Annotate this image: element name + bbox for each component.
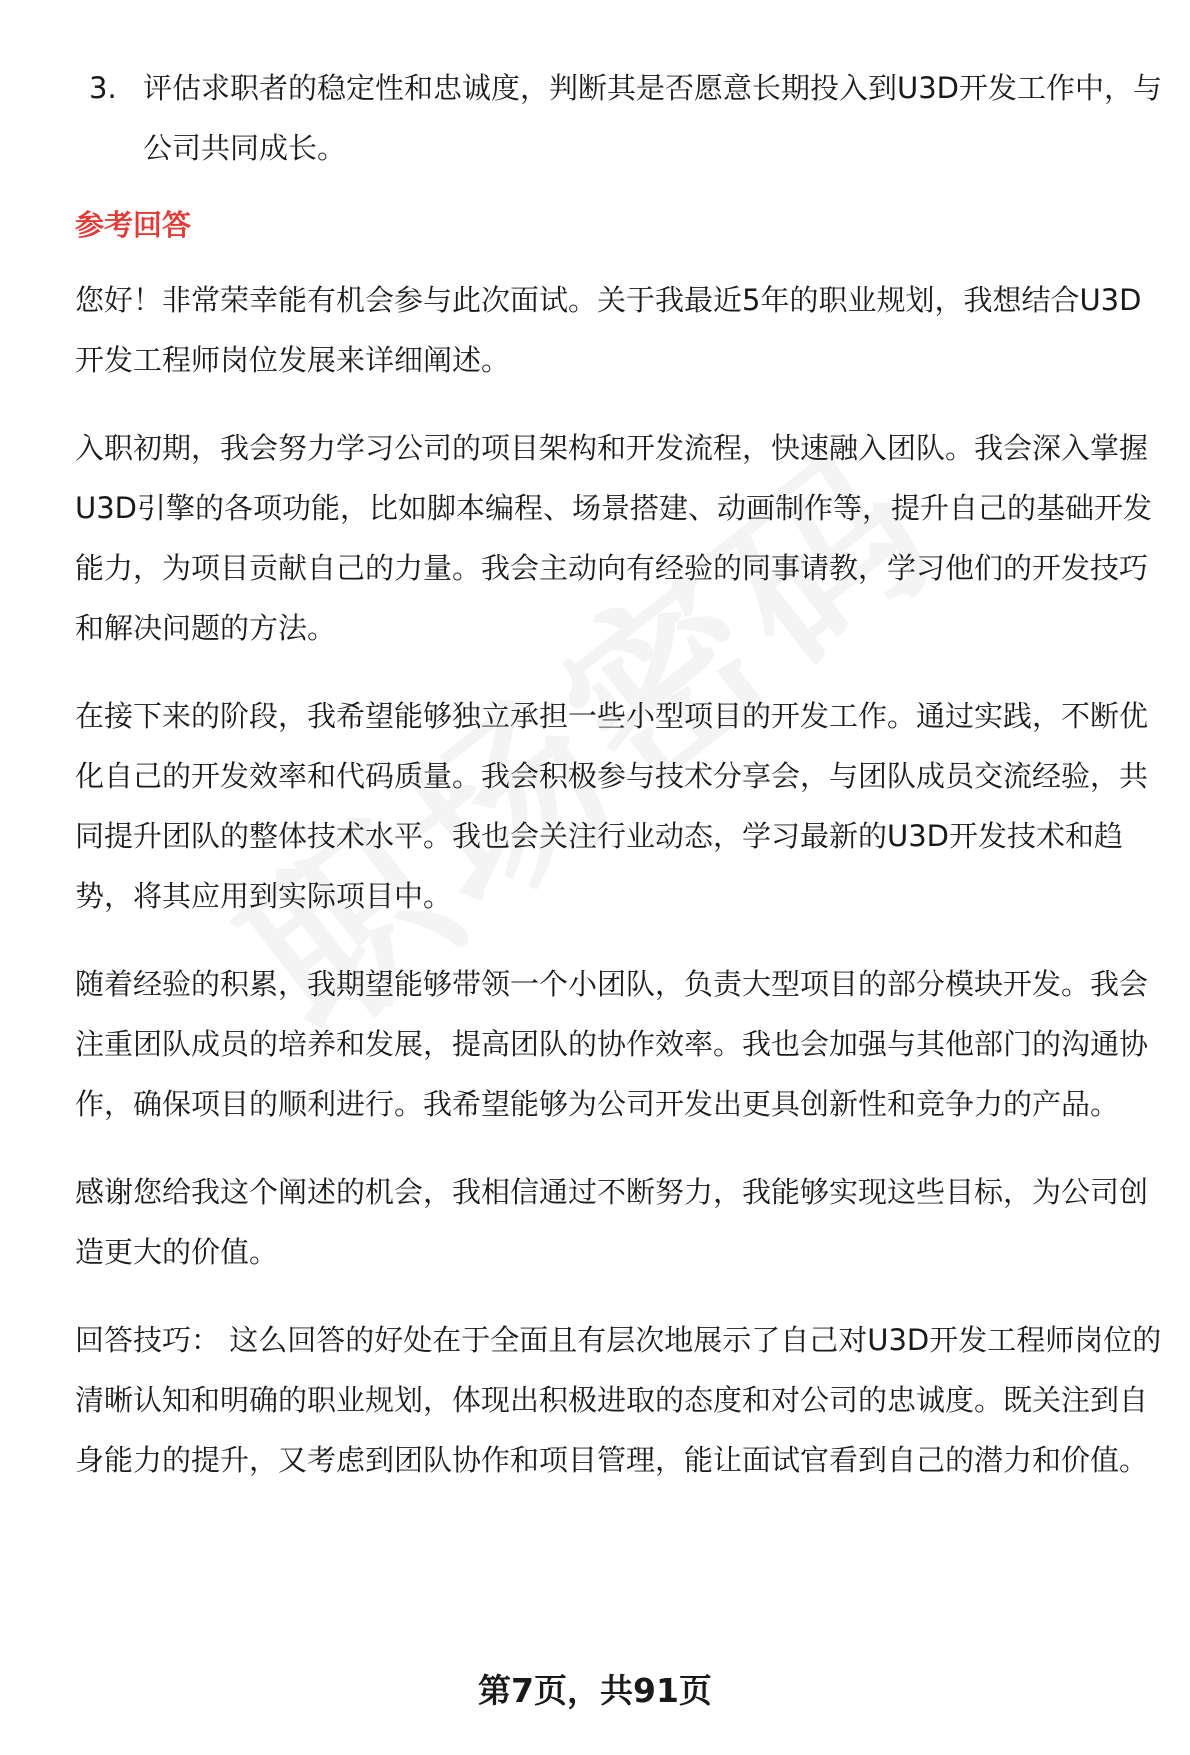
paragraph-team-lead: 随着经验的积累，我期望能够带领一个小团队，负责大型项目的部分模块开发。我会注重团队成员的培养和发展，提高团队的协作效率。我也会加强与其他部门的沟通协作，确保项目的顺利进行。我希望能够为公司开发出更具创新性和竞争力的产品。 [75, 967, 1149, 1121]
list-text: 评估求职者的稳定性和忠诚度，判断其是否愿意长期投入到U3D开发工作中，与公司共同成长。 [143, 71, 1163, 165]
section-label-reference-answer: 参考回答 [75, 208, 192, 242]
paragraph-thanks: 感谢您给我这个阐述的机会，我相信通过不断努力，我能够实现这些目标，为公司创造更大的价值。 [75, 1175, 1149, 1269]
list-item [75, 58, 1165, 178]
list-number: 3. [89, 71, 117, 105]
paragraph-intro: 您好！非常荣幸能有机会参与此次面试。关于我最近5年的职业规划，我想结合U3D开发工程师岗位发展来详细阐述。 [75, 283, 1142, 377]
paragraph-next-stage: 在接下来的阶段，我希望能够独立承担一些小型项目的开发工作。通过实践，不断优化自己的开发效率和代码质量。我会积极参与技术分享会，与团队成员交流经验，共同提升团队的整体技术水平。我也会关注行业动态，学习最新的U3D开发技术和趋势，将其应用到实际项目中。 [75, 699, 1149, 913]
paragraph-answer-tips: 回答技巧： 这么回答的好处在于全面且有层次地展示了自己对U3D开发工程师岗位的清晰认知和明确的职业规划，体现出积极进取的态度和对公司的忠诚度。既关注到自身能力的提升，又考虑到团队协作和项目管理，能让面试官看到自己的潜力和价值。 [75, 1323, 1162, 1477]
page-footer: 第7页，共91页 [478, 1671, 712, 1710]
document-body [75, 58, 1165, 1518]
paragraph-early-stage: 入职初期，我会努力学习公司的项目架构和开发流程，快速融入团队。我会深入掌握U3D引擎的各项功能，比如脚本编程、场景搭建、动画制作等，提升自己的基础开发能力，为项目贡献自己的力量。我会主动向有经验的同事请教，学习他们的开发技巧和解决问题的方法。 [75, 431, 1153, 645]
